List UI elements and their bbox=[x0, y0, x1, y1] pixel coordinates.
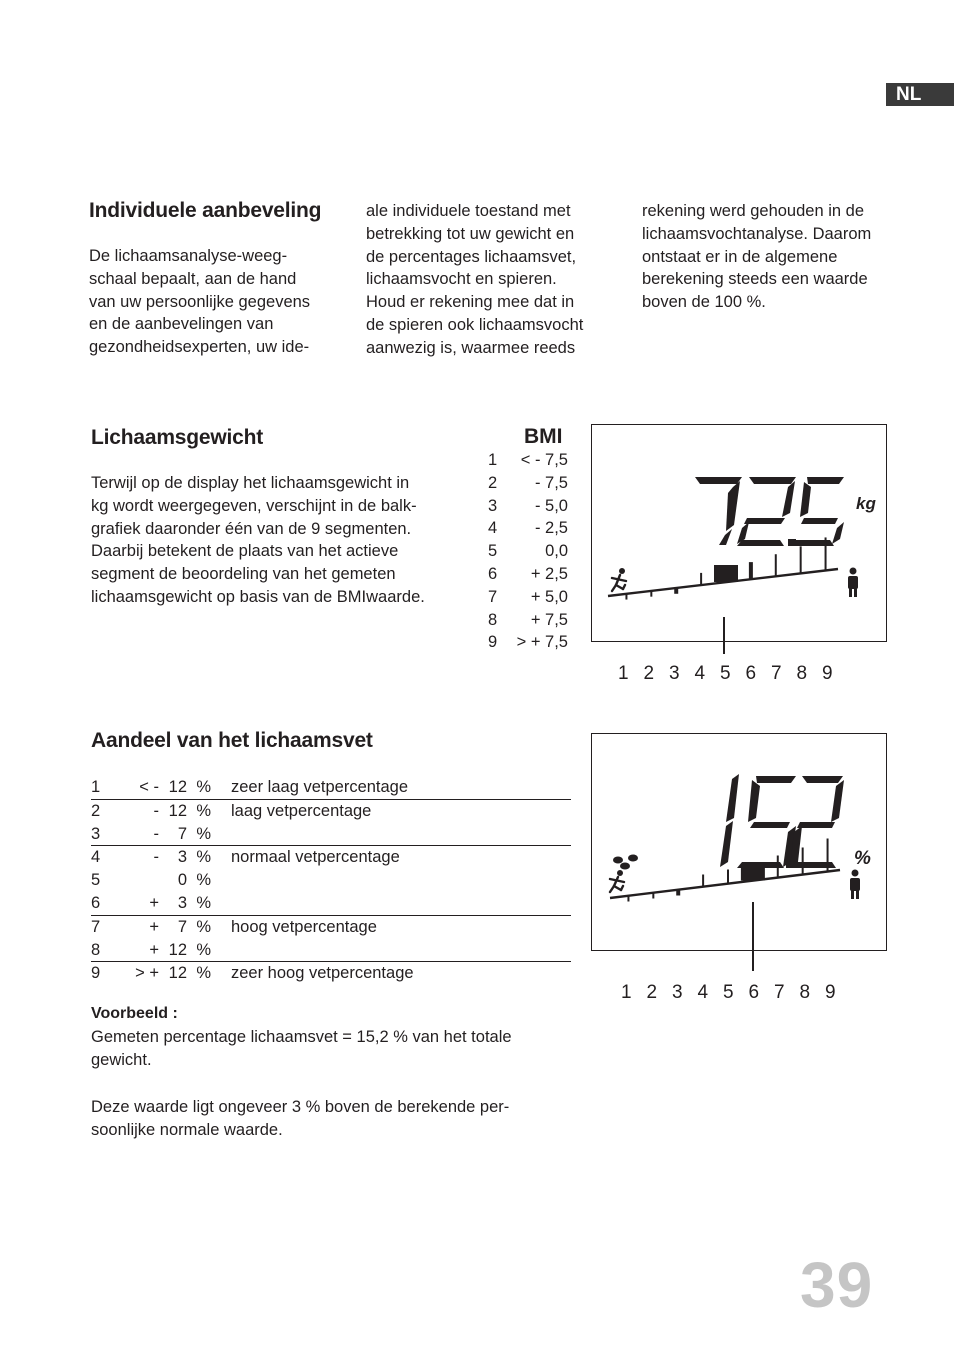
table-row bbox=[91, 939, 571, 963]
note-text bbox=[91, 1096, 571, 1142]
bodyfat-lcd-display bbox=[591, 733, 887, 951]
row-percent: % bbox=[196, 964, 211, 983]
bmi-index: 5 bbox=[488, 542, 498, 561]
bmi-index: 3 bbox=[488, 496, 498, 515]
row-number: 0 bbox=[177, 871, 187, 890]
bmi-row bbox=[488, 631, 568, 654]
text-line: gewicht. bbox=[91, 1050, 152, 1069]
segment-scale-weight bbox=[618, 663, 848, 685]
bmi-value: - 5,0 bbox=[534, 496, 568, 515]
table-row bbox=[91, 962, 571, 985]
bmi-header: BMI bbox=[524, 425, 563, 448]
body-fat-table bbox=[91, 776, 571, 985]
bmi-row bbox=[488, 449, 568, 472]
bmi-value: 0,0 bbox=[545, 542, 568, 561]
text-line: ontstaat er in de algemene bbox=[642, 247, 838, 266]
language-badge: NL bbox=[886, 83, 954, 106]
bmi-row bbox=[488, 495, 568, 518]
row-index: 1 bbox=[91, 778, 101, 796]
row-index: 4 bbox=[91, 848, 101, 867]
row-description: hoog vetpercentage bbox=[231, 917, 377, 936]
row-number: 12 bbox=[168, 940, 187, 959]
bmi-index: 2 bbox=[488, 473, 498, 492]
scale-number: 9 bbox=[825, 982, 836, 1003]
example-label: Voorbeeld : bbox=[91, 1005, 178, 1022]
scale-number: 7 bbox=[774, 982, 785, 1003]
text-line: grafiek daaronder één van de 9 segmenten. bbox=[91, 519, 412, 538]
row-comparator: + bbox=[149, 893, 159, 912]
row-description bbox=[231, 869, 571, 892]
bmi-value: + 5,0 bbox=[530, 587, 568, 606]
bmi-index: 9 bbox=[488, 633, 498, 652]
table-row bbox=[91, 869, 571, 892]
row-percent: % bbox=[196, 801, 211, 820]
standing-person-icon bbox=[850, 870, 860, 900]
standing-person-icon bbox=[848, 568, 858, 598]
text-line: Daarbij betekent de plaats van het actieve bbox=[91, 542, 399, 561]
text-line: Deze waarde ligt ongeveer 3 % boven de berekende per- bbox=[91, 1098, 510, 1116]
lcd-unit: % bbox=[854, 848, 871, 869]
table-row bbox=[91, 800, 571, 823]
row-comparator: + bbox=[149, 917, 159, 936]
bmi-index: 8 bbox=[488, 610, 498, 629]
text-line: boven de 100 %. bbox=[642, 293, 766, 312]
text-line: lichaamsvochtanalyse. Daarom bbox=[642, 224, 872, 243]
scale-number: 2 bbox=[646, 982, 658, 1003]
segment-scale-bodyfat bbox=[621, 982, 851, 1004]
scale-number: 1 bbox=[621, 982, 632, 1003]
row-comparator bbox=[129, 869, 159, 892]
section-title-lichaamsgewicht: Lichaamsgewicht bbox=[91, 426, 264, 449]
fat-drops-icon bbox=[613, 855, 638, 870]
bmi-row bbox=[488, 563, 568, 586]
section2-body bbox=[91, 472, 471, 609]
bmi-row bbox=[488, 609, 568, 632]
table-row bbox=[91, 776, 571, 800]
text-line: berekening steeds een waarde bbox=[642, 270, 868, 289]
row-percent: % bbox=[196, 824, 211, 843]
section-title-lichaamsvet: Aandeel van het lichaamsvet bbox=[91, 729, 373, 752]
lcd-unit: kg bbox=[856, 494, 876, 513]
row-comparator: - bbox=[153, 801, 159, 820]
bmi-value: + 2,5 bbox=[530, 564, 568, 583]
text-line: ale individuele toestand met bbox=[366, 202, 571, 220]
row-comparator: > + bbox=[135, 964, 159, 983]
text-line: de percentages lichaamsvet, bbox=[366, 247, 577, 266]
section-title-individuele-aanbeveling: Individuele aanbeveling bbox=[89, 199, 322, 222]
scale-number: 5 bbox=[720, 663, 731, 684]
bmi-row bbox=[488, 517, 568, 540]
text-line: gezondheidsexperten, uw ide- bbox=[89, 338, 310, 357]
bmi-value: + 7,5 bbox=[530, 610, 568, 629]
row-description: zeer laag vetpercentage bbox=[231, 778, 409, 796]
scale-number: 9 bbox=[822, 663, 833, 684]
text-line: lichaamsgewicht op basis van de BMIwaarde. bbox=[91, 587, 425, 606]
text-line: en de aanbevelingen van bbox=[89, 315, 274, 334]
pointer-line bbox=[723, 640, 725, 654]
text-line: de spieren ook lichaamsvocht bbox=[366, 315, 584, 334]
row-number: 7 bbox=[177, 917, 187, 936]
text-line: Gemeten percentage lichaamsvet = 15,2 % van het totale bbox=[91, 1028, 512, 1046]
bmi-index: 6 bbox=[488, 564, 498, 583]
bodyfat-lcd-graphic bbox=[592, 734, 885, 949]
bmi-index: 4 bbox=[488, 519, 498, 538]
row-description: normaal vetpercentage bbox=[231, 848, 400, 867]
text-line: van uw persoonlijke gegevens bbox=[89, 292, 311, 311]
text-line: lichaamsvocht en spieren. bbox=[366, 270, 557, 289]
active-person-icon bbox=[612, 568, 626, 591]
weight-lcd-graphic bbox=[592, 425, 885, 640]
table-row bbox=[91, 823, 571, 847]
row-percent: % bbox=[196, 917, 211, 936]
text-line: Terwijl op de display het lichaamsgewicht in bbox=[91, 474, 410, 492]
section1-col1 bbox=[89, 245, 334, 359]
page-number: 39 bbox=[800, 1249, 874, 1321]
table-row bbox=[91, 846, 571, 869]
row-number: 12 bbox=[168, 778, 187, 796]
section1-col3 bbox=[642, 200, 887, 314]
lcd-digits bbox=[695, 477, 844, 546]
row-number: 3 bbox=[177, 848, 187, 867]
row-comparator: - bbox=[153, 824, 159, 843]
bmi-value: < - 7,5 bbox=[520, 451, 568, 469]
row-number: 7 bbox=[177, 824, 187, 843]
example-text bbox=[91, 1026, 571, 1072]
text-line: schaal bepaalt, aan de hand bbox=[89, 269, 297, 288]
pointer-line bbox=[752, 949, 754, 971]
row-number: 3 bbox=[177, 893, 187, 912]
row-comparator: < - bbox=[139, 778, 159, 796]
scale-number: 6 bbox=[748, 982, 760, 1003]
lcd-digits bbox=[720, 774, 844, 868]
row-description: zeer hoog vetpercentage bbox=[231, 964, 414, 983]
row-index: 6 bbox=[91, 893, 101, 912]
active-segment-block bbox=[741, 864, 765, 881]
scale-number: 5 bbox=[723, 982, 734, 1003]
bar-graph-baseline bbox=[610, 870, 840, 898]
text-line: aanwezig is, waarmee reeds bbox=[366, 338, 576, 357]
scale-number: 6 bbox=[745, 663, 757, 684]
scale-number: 3 bbox=[669, 663, 680, 684]
bmi-index: 1 bbox=[488, 451, 498, 469]
bmi-value: - 2,5 bbox=[534, 519, 568, 538]
text-line: segment de beoordeling van het gemeten bbox=[91, 565, 396, 584]
scale-number: 1 bbox=[618, 663, 629, 684]
scale-number: 7 bbox=[771, 663, 782, 684]
row-number: 12 bbox=[168, 964, 187, 983]
scale-number: 4 bbox=[694, 663, 706, 684]
row-percent: % bbox=[196, 940, 211, 959]
table-row bbox=[91, 916, 571, 939]
row-index: 8 bbox=[91, 940, 101, 959]
row-description bbox=[231, 939, 571, 962]
text-line: Houd er rekening mee dat in bbox=[366, 293, 575, 312]
row-index: 5 bbox=[91, 871, 101, 890]
active-person-icon bbox=[610, 870, 624, 892]
row-description: laag vetpercentage bbox=[231, 801, 372, 820]
bmi-table bbox=[488, 449, 568, 654]
row-description bbox=[231, 823, 571, 846]
row-number: 12 bbox=[168, 801, 187, 820]
row-comparator: - bbox=[153, 848, 159, 867]
text-line: De lichaamsanalyse-weeg- bbox=[89, 247, 288, 265]
row-index: 9 bbox=[91, 964, 101, 983]
bmi-value: - 7,5 bbox=[534, 473, 568, 492]
scale-number: 2 bbox=[643, 663, 655, 684]
row-percent: % bbox=[196, 848, 211, 867]
text-line: soonlijke normale waarde. bbox=[91, 1120, 283, 1139]
row-index: 3 bbox=[91, 824, 101, 843]
bmi-index: 7 bbox=[488, 587, 498, 606]
bmi-value: > + 7,5 bbox=[516, 633, 568, 652]
scale-number: 8 bbox=[796, 663, 808, 684]
row-comparator: + bbox=[149, 940, 159, 959]
table-row bbox=[91, 892, 571, 916]
text-line: betrekking tot uw gewicht en bbox=[366, 224, 575, 243]
row-index: 7 bbox=[91, 917, 101, 936]
text-line: rekening werd gehouden in de bbox=[642, 202, 865, 220]
weight-lcd-display bbox=[591, 424, 887, 642]
section1-col2 bbox=[366, 200, 611, 360]
bmi-row bbox=[488, 540, 568, 563]
row-percent: % bbox=[196, 893, 211, 912]
scale-number: 3 bbox=[672, 982, 683, 1003]
text-line: kg wordt weergegeven, verschijnt in de balk- bbox=[91, 496, 417, 515]
scale-number: 8 bbox=[799, 982, 811, 1003]
scale-number: 4 bbox=[697, 982, 709, 1003]
active-segment-block bbox=[714, 565, 738, 582]
row-description bbox=[231, 892, 571, 915]
row-percent: % bbox=[196, 871, 211, 890]
bmi-row bbox=[488, 586, 568, 609]
bmi-row bbox=[488, 472, 568, 495]
row-index: 2 bbox=[91, 801, 101, 820]
row-percent: % bbox=[196, 778, 211, 796]
